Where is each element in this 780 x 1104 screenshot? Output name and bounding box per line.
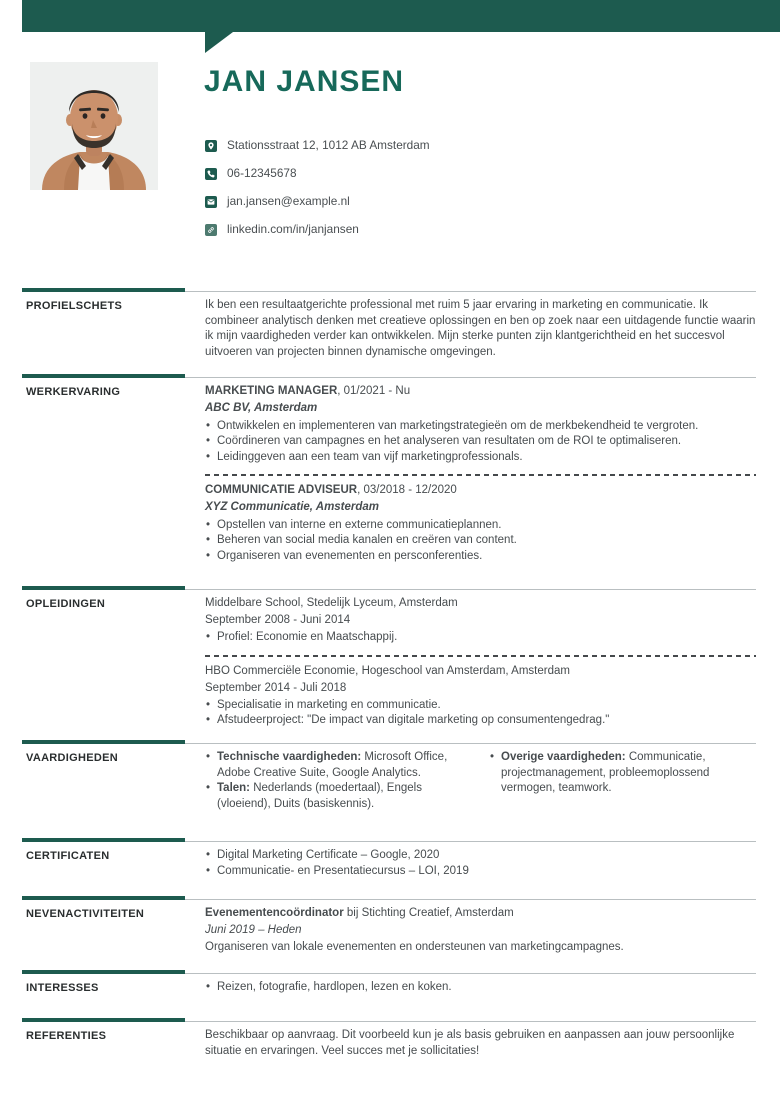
section-divider (22, 374, 756, 378)
school-name: Middelbare School, Stedelijk Lyceum, Amsterdam (205, 597, 458, 609)
section-label-certificates: CERTIFICATEN (26, 850, 110, 862)
section-certificates (22, 842, 756, 896)
profile-photo (30, 62, 158, 190)
job-company: ABC BV, Amsterdam (205, 402, 318, 414)
references-text: Beschikbaar op aanvraag. Dit voorbeeld kun je als basis gebruiken en aanpassen aan jouw persoonlijke situatie en ervaringen. Veel succes met je sollicitaties! (205, 1029, 735, 1057)
school-name: HBO Commerciële Economie, Hogeschool van Amsterdam, Amsterdam (205, 664, 570, 677)
contact-phone: 06-12345678 (227, 166, 297, 181)
job-bullet: • Leidinggeven aan een team van vijf marketingprofessionals. (205, 450, 756, 466)
section-skills (22, 744, 756, 838)
section-label-activities: NEVENACTIVITEITEN (26, 908, 145, 920)
section-label-education: OPLEIDINGEN (26, 598, 106, 610)
activity-org: bij Stichting Creatief, Amsterdam (343, 907, 514, 919)
section-divider (22, 740, 756, 744)
section-interests (22, 974, 756, 1018)
job-title: MARKETING MANAGER (205, 385, 338, 397)
section-label-interests: INTERESSES (26, 982, 99, 994)
activity-title-line (205, 906, 756, 922)
section-label-references: REFERENTIES (26, 1030, 107, 1042)
job-title-line (205, 384, 756, 400)
phone-icon (205, 168, 217, 180)
section-divider (22, 838, 756, 842)
certificate-item: • Digital Marketing Certificate – Google, 2020 (205, 848, 756, 864)
skill-item (205, 750, 477, 781)
job-title: COMMUNICATIE ADVISEUR (205, 484, 358, 496)
section-divider (22, 288, 756, 292)
cv-body (0, 288, 780, 1059)
section-divider (22, 1018, 756, 1022)
section-label-profile: PROFIELSCHETS (26, 300, 123, 312)
link-icon (205, 224, 217, 236)
skill-text: Communicatie, projectmanagement, probleemoplossend vermogen, teamwork. (501, 751, 710, 794)
job-title-line (205, 483, 756, 499)
skill-text: Nederlands (moedertaal), Engels (vloeiend), Duits (basiskennis). (217, 782, 422, 810)
section-references (22, 1022, 756, 1059)
skills-column-1 (205, 750, 477, 812)
contact-list (205, 132, 430, 244)
email-icon (205, 196, 217, 208)
school-bullet: • Specialisatie in marketing en communicatie. (205, 698, 756, 714)
job-period: , 03/2018 - 12/2020 (357, 484, 457, 496)
contact-linkedin-row (205, 216, 430, 244)
section-education (22, 590, 756, 740)
profile-text: Ik ben een resultaatgerichte professional met ruim 5 jaar ervaring in marketing en communicatie. Ik combineer analytisch denken met creatieve oplossingen en ben op zoek naar een uitdagende functie waarin ik mijn vaardigheden verder kan ontwikkelen. Mijn sterke punten zijn klantgerichtheid en het succesvol uitvoeren van projecten binnen dynamische omgevingen. (205, 299, 756, 358)
activity-description: Organiseren van lokale evenementen en ondersteunen van marketingcampagnes. (205, 941, 624, 953)
location-pin-icon (205, 140, 217, 152)
skill-item (205, 781, 477, 812)
entry-dashed-divider (205, 474, 756, 476)
portrait-illustration (30, 62, 158, 190)
contact-email-row (205, 188, 430, 216)
school-bullet: • Afstudeerproject: "De impact van digitale marketing op consumentengedrag." (205, 713, 756, 729)
contact-phone-row (205, 160, 430, 188)
section-activities (22, 900, 756, 970)
job-period: , 01/2021 - Nu (337, 385, 411, 397)
school-bullet: • Profiel: Economie en Maatschappij. (205, 630, 756, 646)
activity-period: Juni 2019 – Heden (205, 924, 302, 936)
skill-item (489, 750, 756, 797)
header-accent-flag (205, 32, 233, 53)
header-accent-bar (22, 0, 780, 32)
job-bullet: • Ontwikkelen en implementeren van marketingstrategieën om de merkbekendheid te vergroten. (205, 419, 756, 435)
job-bullet: • Beheren van social media kanalen en creëren van content. (205, 533, 756, 549)
job-company: XYZ Communicatie, Amsterdam (205, 501, 380, 513)
section-divider (22, 970, 756, 974)
certificate-item: • Communicatie- en Presentatiecursus – LOI, 2019 (205, 864, 756, 880)
entry-dashed-divider (205, 655, 756, 657)
job-entry (205, 483, 756, 564)
job-entry (205, 384, 756, 465)
section-divider (22, 896, 756, 900)
contact-linkedin: linkedin.com/in/janjansen (227, 222, 359, 237)
job-bullet: • Organiseren van evenementen en persconferenties. (205, 549, 756, 565)
skills-column-2 (489, 750, 756, 812)
education-entry (205, 664, 756, 729)
skill-lead: Technische vaardigheden: (217, 751, 362, 763)
section-label-skills: VAARDIGHEDEN (26, 752, 119, 764)
skills-columns (205, 750, 756, 812)
section-experience (22, 378, 756, 586)
section-divider (22, 586, 756, 590)
job-bullet: • Opstellen van interne en externe communicatieplannen. (205, 518, 756, 534)
contact-address: Stationsstraat 12, 1012 AB Amsterdam (227, 138, 430, 153)
section-label-experience: WERKERVARING (26, 386, 121, 398)
education-entry (205, 596, 756, 646)
skill-lead: Overige vaardigheden: (501, 751, 626, 763)
contact-address-row (205, 132, 430, 160)
skill-lead: Talen: (217, 782, 251, 794)
activity-role: Evenementencoördinator (205, 907, 344, 919)
school-period: September 2008 - Juni 2014 (205, 614, 351, 626)
candidate-name: JAN JANSEN (204, 65, 405, 98)
school-period: September 2014 - Juli 2018 (205, 681, 347, 694)
contact-email: jan.jansen@example.nl (227, 194, 350, 209)
job-bullet: • Coördineren van campagnes en het analyseren van resultaten om de ROI te optimaliseren. (205, 434, 756, 450)
skill-text: Microsoft Office, Adobe Creative Suite, Google Analytics. (217, 751, 448, 779)
cv-header (0, 0, 780, 288)
section-profile (22, 292, 756, 374)
interest-item: • Reizen, fotografie, hardlopen, lezen en koken. (205, 980, 756, 996)
